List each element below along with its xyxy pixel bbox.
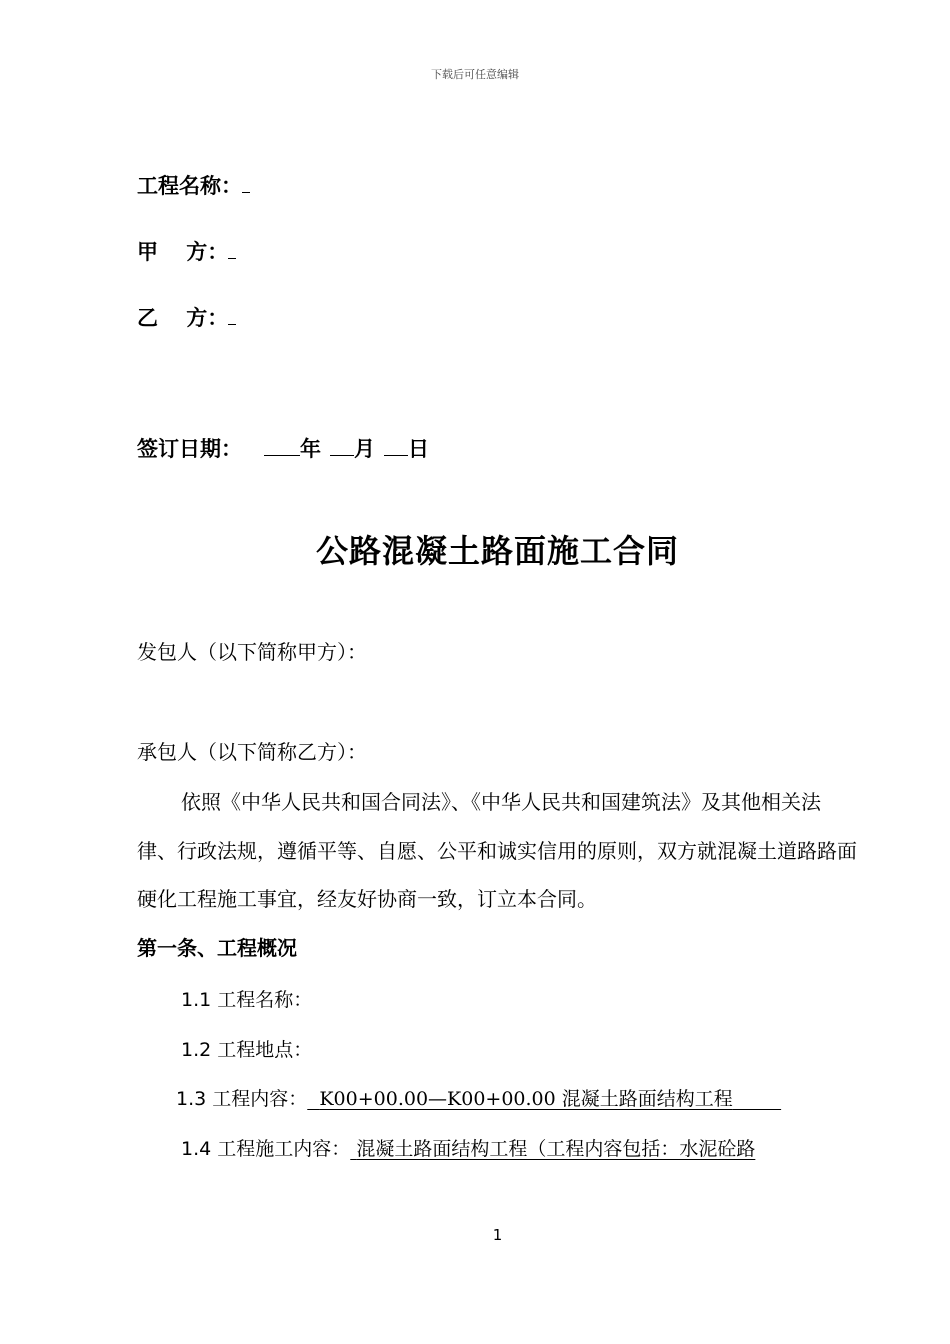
sign-date-label: 签订日期： <box>137 436 242 461</box>
item-1-2-label: 工程地点： <box>211 1039 313 1061</box>
item-1-3-number: 1.3 <box>176 1088 207 1110</box>
year-label: 年 <box>300 436 321 461</box>
intro-paragraph: 依照《中华人民共和国合同法》、《中华人民共和国建筑法》及其他相关法律、行政法规，遵循平等、自愿、公平和诚实信用的原则，双方就混凝土道路路面硬化工程施工事宜，经友好协商一致，订立本合同。 <box>137 790 857 911</box>
party-a-blank <box>228 258 236 259</box>
item-1-2-number: 1.2 <box>181 1039 212 1061</box>
item-1-2 <box>181 1035 312 1062</box>
party-a-field <box>137 236 236 266</box>
employer-line: 发包人（以下简称甲方）： <box>137 640 367 664</box>
party-b-label: 乙 方： <box>137 305 229 330</box>
page-header: 下载后可任意编辑 <box>431 68 519 81</box>
project-name-label: 工程名称： <box>137 173 242 198</box>
project-name-field <box>137 170 250 200</box>
party-b-field <box>137 302 236 332</box>
sign-date-field <box>137 433 429 463</box>
item-1-4-label: 工程施工内容： <box>211 1138 351 1160</box>
item-1-4-value: 混凝土路面结构工程（工程内容包括：水泥砼路 <box>356 1138 756 1160</box>
item-1-1 <box>181 985 312 1012</box>
year-blank <box>264 455 300 456</box>
month-label: 月 <box>354 436 375 461</box>
item-1-1-label: 工程名称： <box>211 989 313 1011</box>
item-1-3 <box>176 1084 781 1111</box>
page-number: 1 <box>492 1226 503 1244</box>
month-blank <box>330 455 354 456</box>
item-1-4-number: 1.4 <box>181 1138 212 1160</box>
day-blank <box>384 455 408 456</box>
item-1-3-value: K00+00.00—K00+00.00 混凝土路面结构工程 <box>319 1088 733 1110</box>
item-1-1-number: 1.1 <box>181 989 212 1011</box>
party-a-label: 甲 方： <box>137 239 229 264</box>
item-1-4 <box>181 1134 755 1161</box>
item-1-3-label: 工程内容： <box>206 1088 308 1110</box>
contractor-line: 承包人（以下简称乙方）： <box>137 740 367 764</box>
project-name-blank <box>242 192 250 193</box>
document-title: 公路混凝土路面施工合同 <box>315 532 679 570</box>
section-1-heading: 第一条、工程概况 <box>137 936 297 960</box>
day-label: 日 <box>408 436 429 461</box>
party-b-blank <box>228 324 236 325</box>
